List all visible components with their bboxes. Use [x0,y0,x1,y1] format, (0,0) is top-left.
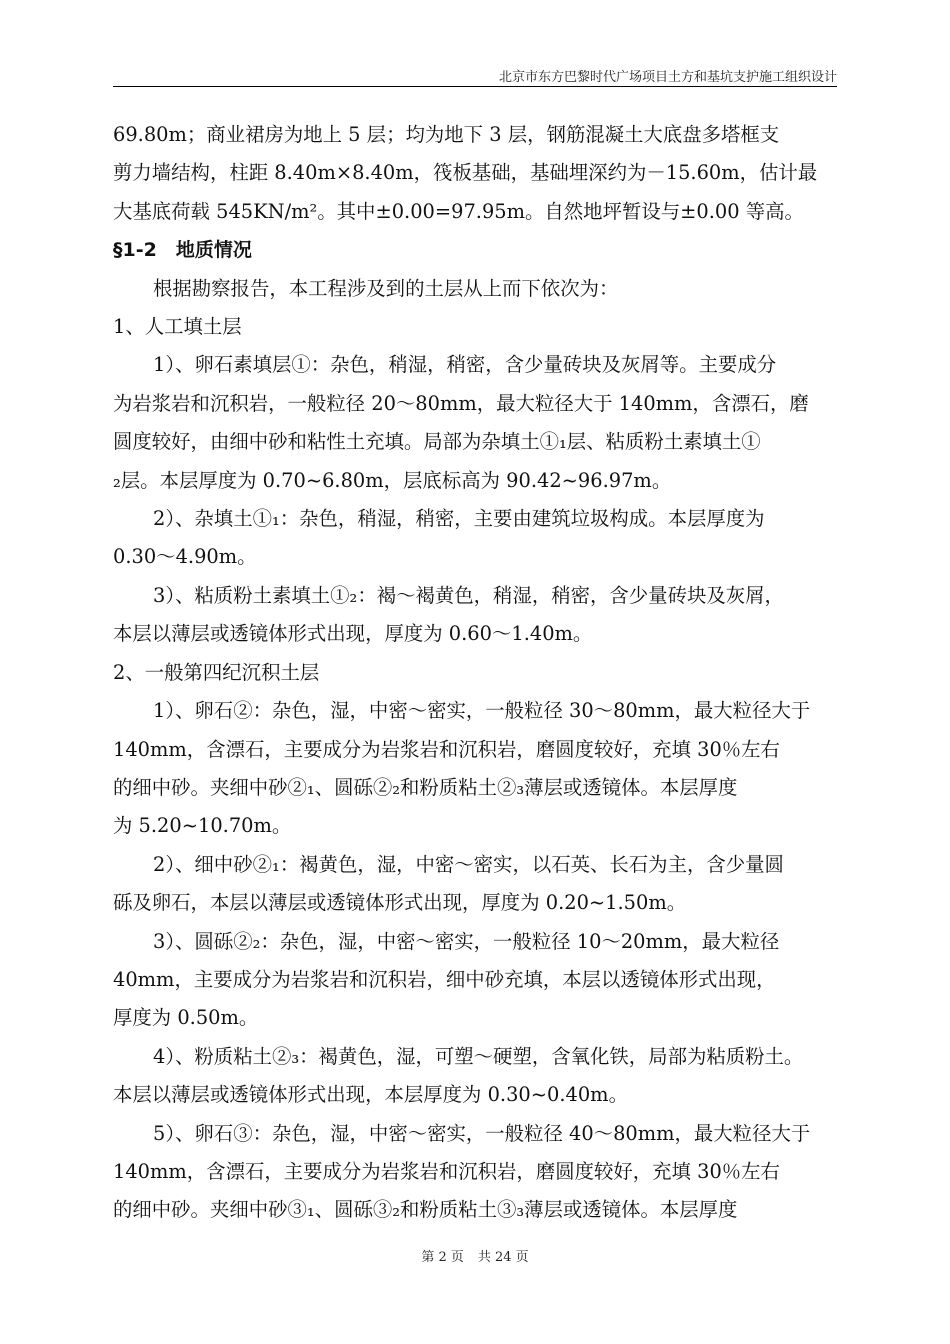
text-line: 3）、圆砾②₂：杂色，湿，中密～密实，一般粒径 10～20mm，最大粒径 [153,929,780,953]
page-total: 共 24 页 [477,1250,529,1265]
subheading: 1、人工填土层 [113,315,242,339]
text-line: 1）、卵石②：杂色，湿，中密～密实，一般粒径 30～80mm，最大粒径大于 [153,699,811,723]
document-body [113,116,838,1230]
text-line: 3）、粘质粉土素填土①₂：褐～褐黄色，稍湿，稍密，含少量砖块及灰屑， [153,583,784,607]
subheading: 2、一般第四纪沉积土层 [113,660,320,684]
text-line: 本层以薄层或透镜体形式出现，厚度为 0.60～1.40m。 [113,622,593,646]
page-number: 第 2 页 [421,1250,464,1265]
text-line: 的细中砂。夹细中砂③₁、圆砾③₂和粉质粘土③₃薄层或透镜体。本层厚度 [113,1198,738,1222]
text-line: 的细中砂。夹细中砂②₁、圆砾②₂和粉质粘土②₃薄层或透镜体。本层厚度 [113,775,738,799]
text-line: 140mm，含漂石，主要成分为岩浆岩和沉积岩，磨圆度较好，充填 30％左右 [113,737,780,761]
page-header: 北京市东方巴黎时代广场项目土方和基坑支护施工组织设计 [498,70,837,85]
text-line: 厚度为 0.50m。 [113,1006,259,1030]
text-line: 砾及卵石，本层以薄层或透镜体形式出现，厚度为 0.20~1.50m。 [113,891,687,915]
text-line: 本层以薄层或透镜体形式出现，本层厚度为 0.30~0.40m。 [113,1083,628,1107]
text-line: 为岩浆岩和沉积岩，一般粒径 20～80mm，最大粒径大于 140mm，含漂石，磨 [113,391,809,415]
text-line: 40mm，主要成分为岩浆岩和沉积岩，细中砂充填，本层以透镜体形式出现， [113,967,776,991]
text-line: 2）、细中砂②₁：褐黄色，湿，中密～密实，以石英、长石为主，含少量圆 [153,852,784,876]
text-line: 2）、杂填土①₁：杂色，稍湿，稍密，主要由建筑垃圾构成。本层厚度为 [153,507,765,531]
text-line: ₂层。本层厚度为 0.70~6.80m，层底标高为 90.42~96.97m。 [113,468,672,492]
page-footer [0,1246,950,1265]
text-line: 大基底荷载 545KN/m²。其中±0.00=97.95m。自然地坪暂设与±0.00 等高。 [113,199,804,223]
text-line: 5）、卵石③：杂色，湿，中密～密实，一般粒径 40～80mm，最大粒径大于 [153,1121,811,1145]
text-line: 圆度较好，由细中砂和粘性土充填。局部为杂填土①₁层、粘质粉土素填土① [113,430,761,454]
text-line: 为 5.20~10.70m。 [113,814,292,838]
section-heading: §1-2 地质情况 [113,239,252,262]
text-line: 剪力墙结构，柱距 8.40m×8.40m，筏板基础，基础埋深约为－15.60m，估计最 [113,161,818,185]
text-line: 4）、粉质粘土②₃：褐黄色，湿，可塑～硬塑，含氧化铁，局部为粘质粉土。 [153,1044,804,1068]
text-line: 1）、卵石素填层①：杂色，稍湿，稍密，含少量砖块及灰屑等。主要成分 [153,353,777,377]
text-line: 140mm，含漂石，主要成分为岩浆岩和沉积岩，磨圆度较好，充填 30％左右 [113,1159,780,1183]
text-line: 0.30～4.90m。 [113,545,257,569]
text-line: 69.80m；商业裙房为地上 5 层；均为地下 3 层，钢筋混凝土大底盘多塔框支 [113,123,780,146]
header-rule [113,86,837,87]
text-line: 根据勘察报告，本工程涉及到的土层从上而下依次为： [153,276,619,300]
